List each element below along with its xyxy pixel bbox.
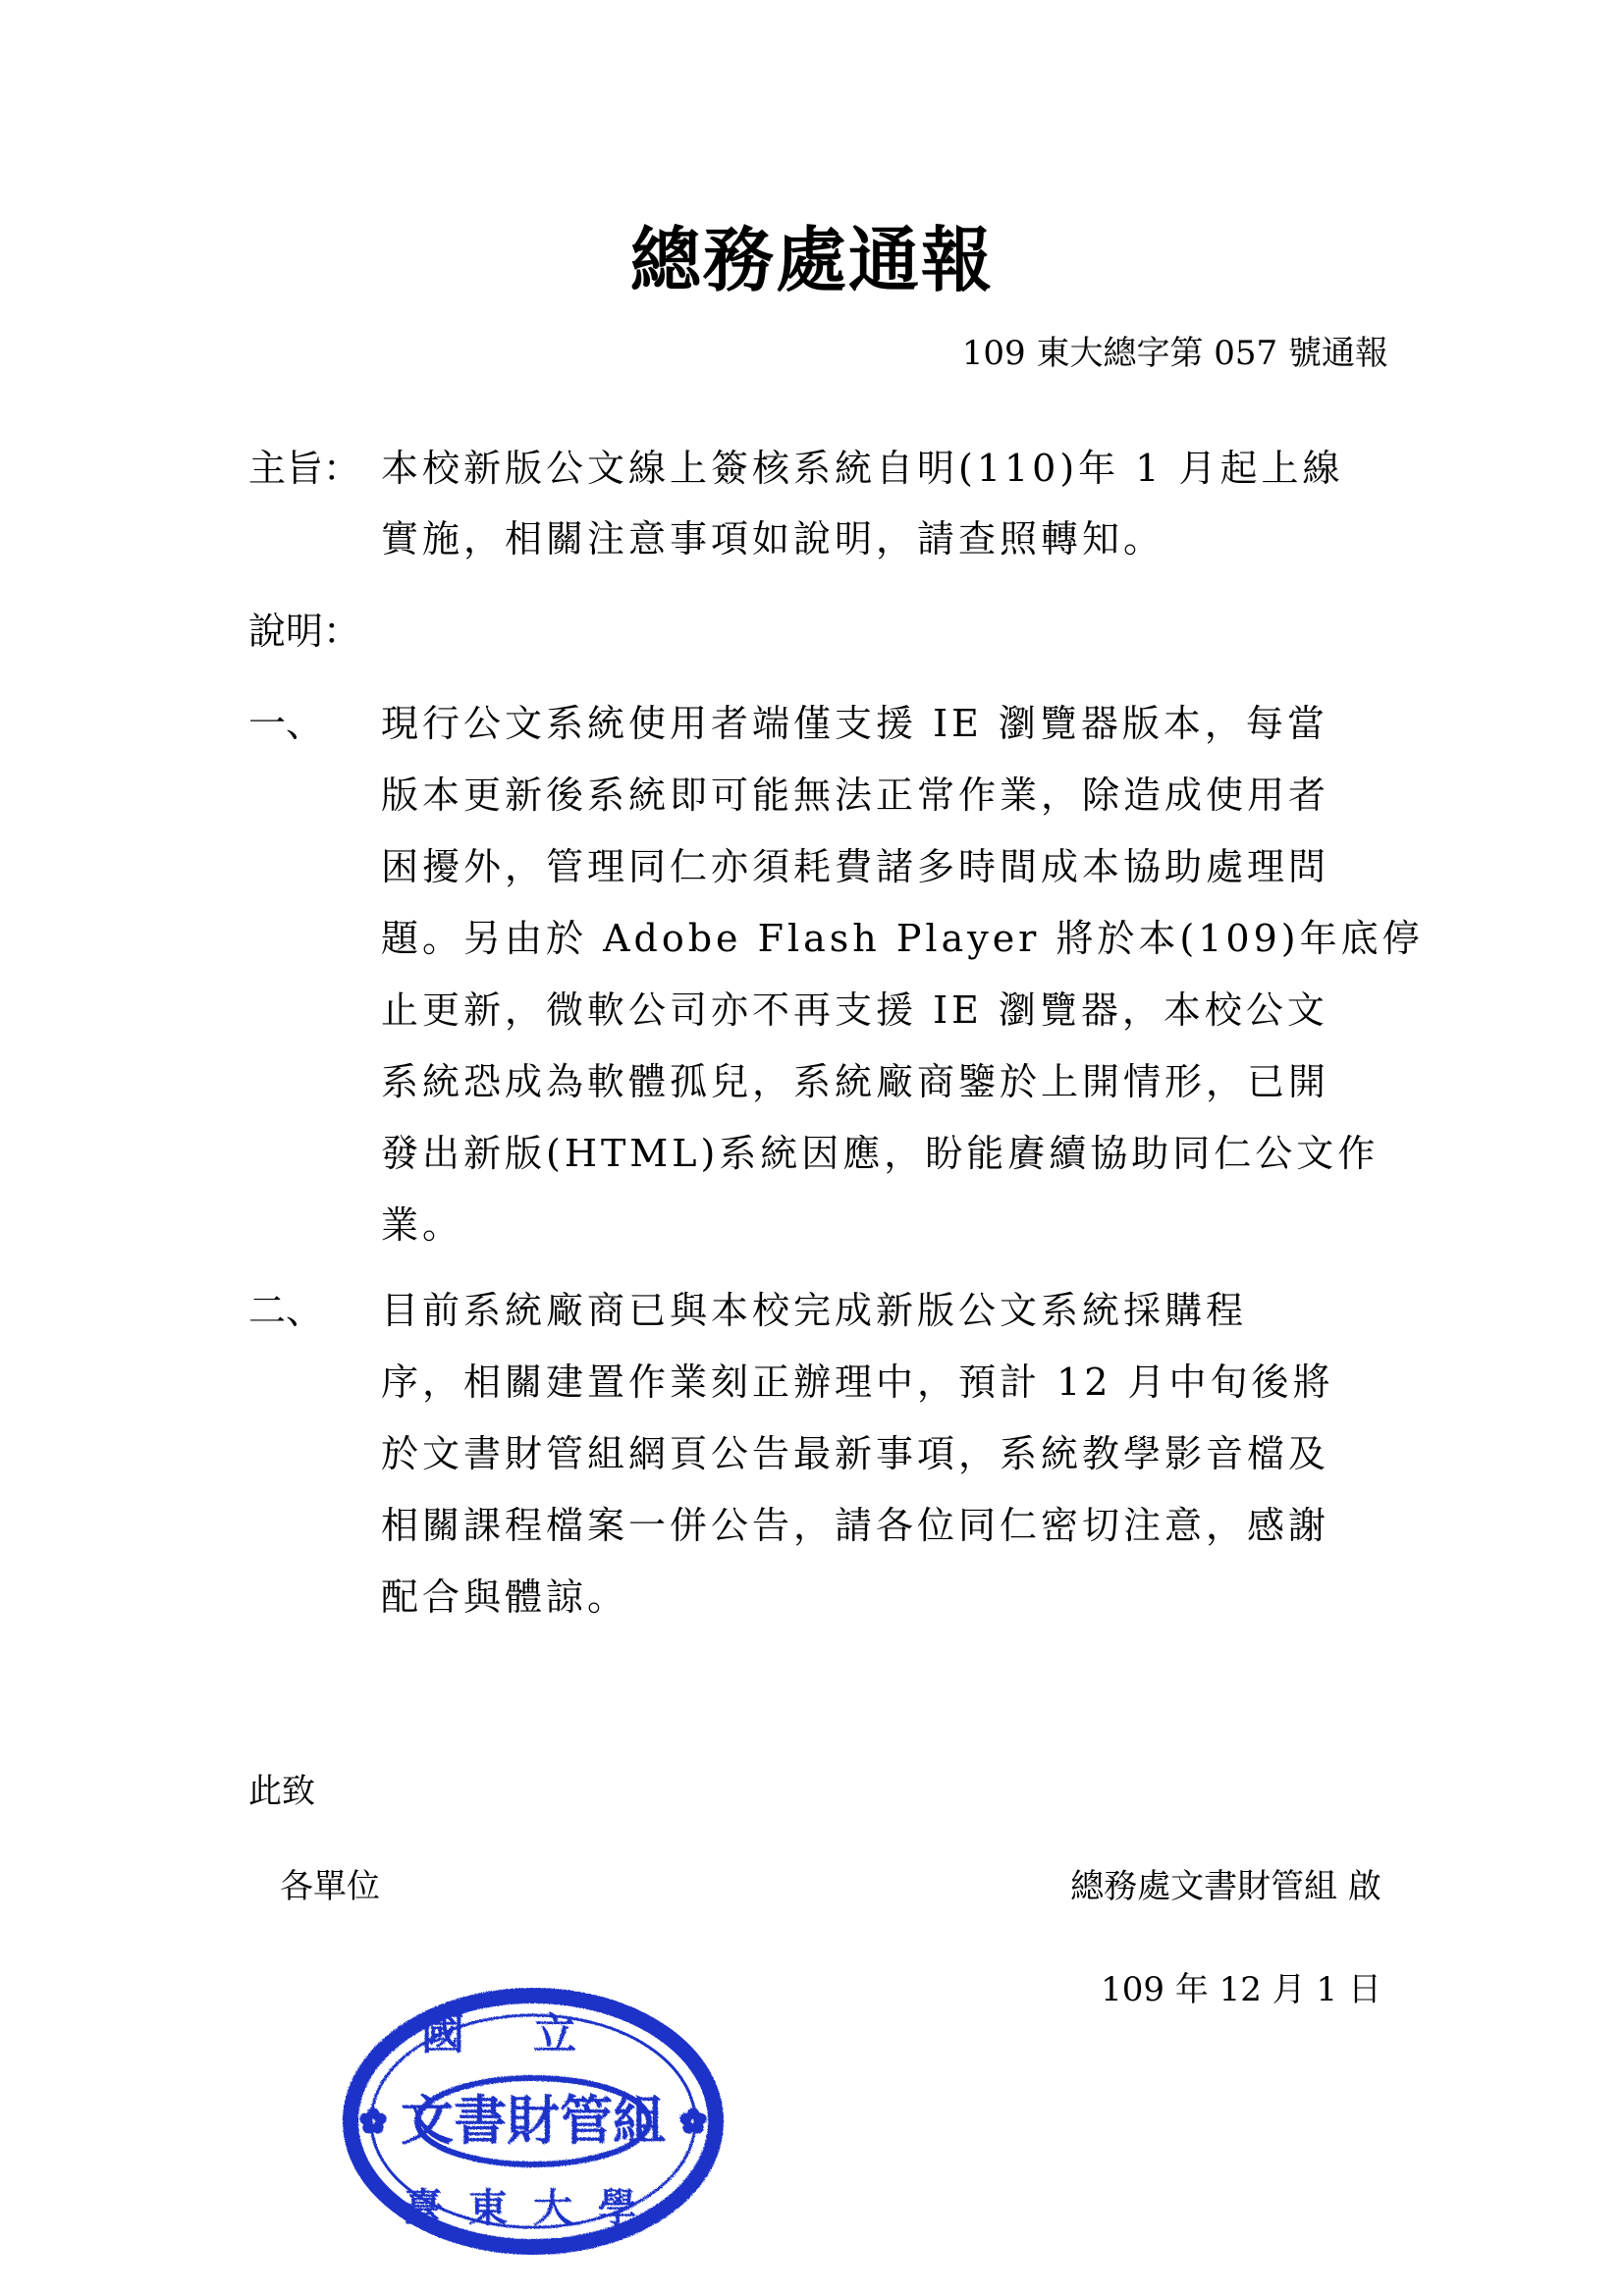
item-number: 一、 xyxy=(248,702,324,745)
seal-center-text: 文書財管組 xyxy=(401,2089,666,2152)
closing-salutation: 此致 xyxy=(248,1772,315,1811)
item-line: 現行公文系統使用者端僅支援 IE 瀏覽器版本，每當 xyxy=(381,702,1328,745)
subject-label: 主旨： xyxy=(248,447,361,490)
item-line: 業。 xyxy=(381,1203,464,1247)
item-line: 困擾外，管理同仁亦須耗費諸多時間成本協助處理問 xyxy=(381,845,1330,888)
item-line: 止更新，微軟公司亦不再支援 IE 瀏覽器，本校公文 xyxy=(381,988,1328,1032)
item-line: 相關課程檔案一併公告，請各位同仁密切注意，感謝 xyxy=(381,1504,1330,1547)
document-number: 109 東大總字第 057 號通報 xyxy=(961,334,1388,373)
item-line: 於文書財管組網頁公告最新事項，系統教學影音檔及 xyxy=(381,1432,1330,1475)
official-seal xyxy=(342,1988,725,2255)
subject-line: 實施，相關注意事項如說明，請查照轉知。 xyxy=(381,517,1165,561)
item-line: 序，相關建置作業刻正辦理中，預計 12 月中旬後將 xyxy=(381,1361,1334,1404)
item-line: 目前系統廠商已與本校完成新版公文系統採購程 xyxy=(381,1289,1248,1332)
item-line: 配合與體諒。 xyxy=(381,1575,629,1619)
subject-line: 本校新版公文線上簽核系統自明(110)年 1 月起上線 xyxy=(381,447,1344,490)
document-date: 109 年 12 月 1 日 xyxy=(1101,1970,1381,2009)
item-line: 發出新版(HTML)系統因應，盼能賡續協助同仁公文作 xyxy=(381,1132,1380,1175)
plum-blossom-icon-right xyxy=(679,2108,706,2134)
plum-blossom-icon-left xyxy=(359,2108,386,2134)
sender: 總務處文書財管組 啟 xyxy=(1070,1867,1381,1906)
seal-top-text: 國立 xyxy=(421,2009,645,2059)
document-title: 總務處通報 xyxy=(629,218,994,301)
item-line: 版本更新後系統即可能無法正常作業，除造成使用者 xyxy=(381,774,1330,817)
item-number: 二、 xyxy=(248,1289,324,1332)
item-line: 系統恐成為軟體孤兒，系統廠商鑒於上開情形，已開 xyxy=(381,1060,1330,1103)
recipient: 各單位 xyxy=(280,1867,380,1906)
seal-bottom-text: 臺東大學 xyxy=(404,2185,663,2231)
item-line: 題。另由於 Adobe Flash Player 將於本(109)年底停 xyxy=(381,917,1424,960)
explanation-label: 說明： xyxy=(248,610,361,653)
